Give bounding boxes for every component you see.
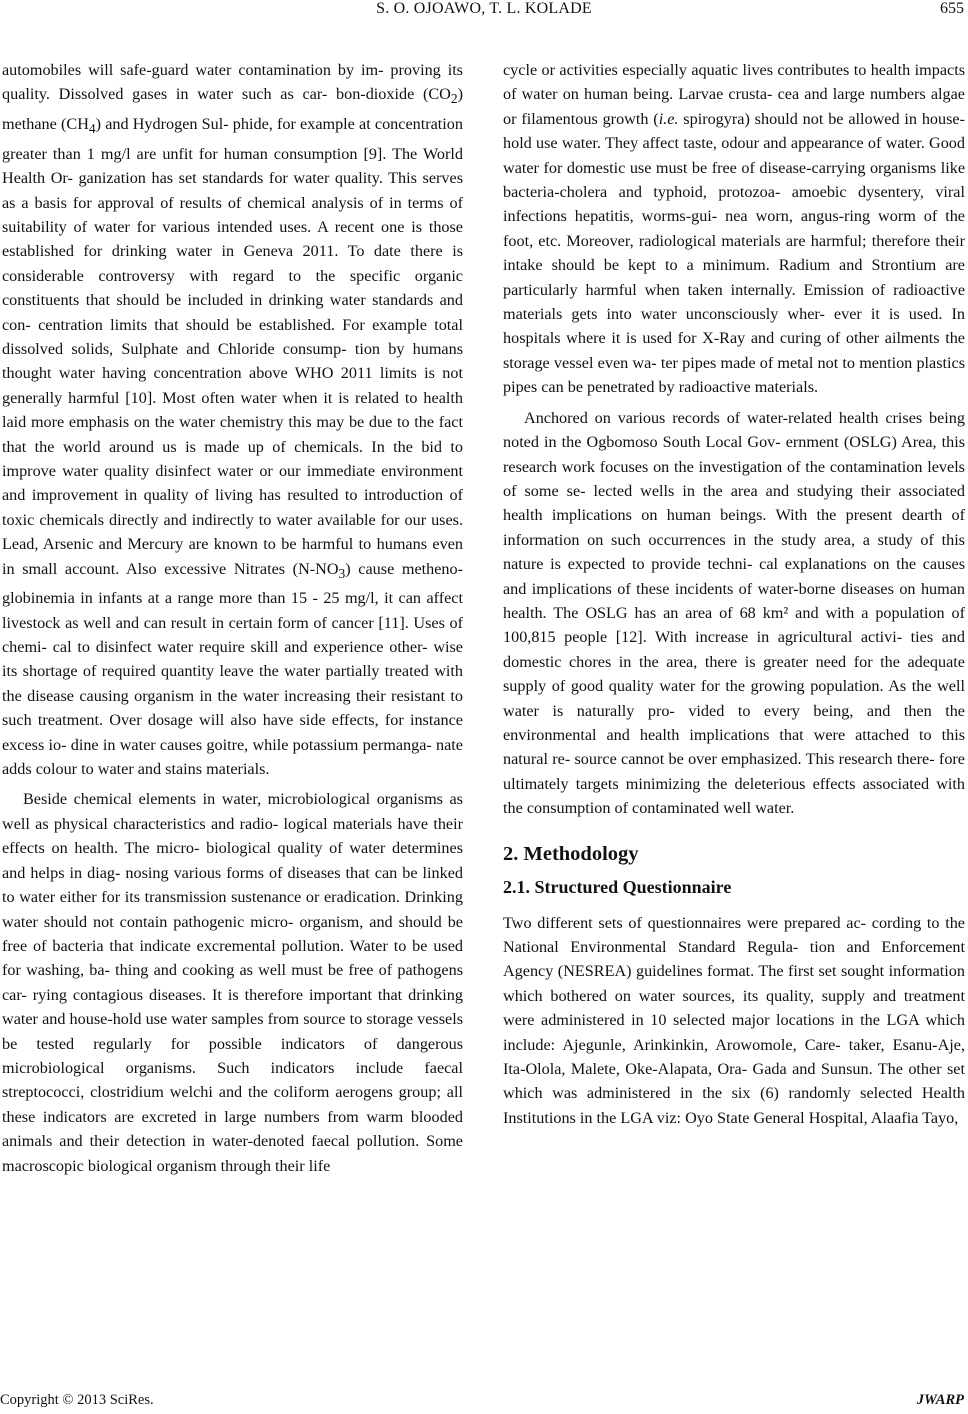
subscript: 4 [88,121,96,137]
body-paragraph: automobiles will safe-guard water contamination by im- proving its quality. Dissolved gases in water such as car- bon-dioxide $(CO_2)$ methane $(CH_4)$ and Hydrogen Sul- phide, for example at concentration greater than 1 mg/l are unfit for human consumption [9]. The World Health Or- ganization has set standards for water quality. This serves as a basis for approval of results of chemical analysis of in terms of suitability of water for various intended uses. A recent one is those established for drinking water in Geneva 2011. To date there is considerable controversy with regard to the specific organic constituents that should be included in drinking water standards and con- centration limits that should be established. For example total dissolved solids, Sulphate and Chloride consump- tion by humans thought water having concentration above WHO 2011 limits is not generally harmful [10]. Most often water when it is related to health laid more emphasis on the water chemistry this may be due to the fact that the world around us is made up of chemicals. In the bid to improve water quality disinfect water or our immediate environment and improvement in quality of living has resulted to introduction of toxic chemicals directly and indirectly to water available for our uses. Lead, Arsenic and Mercury are known to be harmful to humans even in small account. Also excessive Nitrates $(N-NO_3)$ cause metheno-globinemia in infants at a range more than 15 - 25 mg/l, it can affect livestock as well and can result in certain form of cancer [11]. Uses of chemi- cal to disinfect water require skill and experience other- wise its shortage of required quantity leave the water partially treated with the disease causing organism in the water increasing their resistant to such treatment. Over dosage will also have side effects, for instance excess io- dine in water causes goitre, while potassium permanga- nate adds colour to water and stains materials. [2,61,463,779]
page-header [0,0,968,24]
body-paragraph: cycle or activities especially aquatic lives contributes to health impacts of water on human being. Larvae crusta- cea and large numbers algae or filamentous growth (i.e. spirogyra) should not be allowed in house-hold use water. They affect taste, odour and appearance of water. Good water for domestic use must be free of disease-carrying organisms like bacteria-cholera and typhoid, protozoa- amoebic dysentery, viral infections hepatitis, worms-gui- nea worn, angus-ring worm of the foot, etc. Moreover, radiological materials are harmful; therefore their intake should be kept to a minimum. Radium and Strontium are particularly harmful when taken internally. Emission of radioactive materials gets into water unconsciously wher- ever it is used. In hospitals where it is used for X-Ray and curing of other ailments the storage vessel even wa- ter pipes made of metal not to mention plastics pipes can be penetrated by radioactive materials. [503,61,965,397]
italic-abbrev: i.e. [658,109,679,128]
subsection-heading: 2.1. Structured Questionnaire [503,876,732,897]
page-number: 655 [940,0,964,17]
subscript: 3 [338,565,346,581]
body-paragraph: Anchored on various records of water-related health crises being noted in the Ogbomoso South Local Gov- ernment (OSLG) Area, this research work focuses on the investigation of the contamination levels of some se- lected wells in the area and studying their associated health implications on human beings. With the present dearth of information on such occurrences in the study area, a study of this nature is expected to provide techni- cal explanations on the causes and implications of these incidents of water-borne diseases on human health. The OSLG has an area of 68 km² and with a population of 100,815 people [12]. With increase in agricultural activi- ties and domestic chores in the area, there is greater need for the adequate supply of good quality water for the growing population. As the well water is naturally pro- vided to every being, and then the environmental and health implications that were attached to this natural re- source cannot be over emphasized. This research there- fore ultimately targets minimizing the deleterious effects associated with the consumption of contaminated well water. [503,408,965,818]
body-paragraph: Beside chemical elements in water, microbiological organisms as well as physical characteristics and radio- logical materials have their effects on health. The micro- biological quality of water determines and helps in diag- nosing various forms of diseases that can be linked to water either for its transmission sustenance or eradication. Drinking water should not contain pathogenic micro- organism, and should be free of bacteria that indicate excremental pollution. Water to be used for washing, ba- thing and cooking as well must be free of pathogens car- rying contagious diseases. It is therefore important that drinking water and house-hold use water samples from source to storage vessels be tested regularly for possible indicators of dangerous microbiological organisms. Such indicators include faecal streptococci, clostridium welchi and the coliform aerogens group; all these indicators are excreted in large numbers from warm blooded animals and their detection in water-denoted faecal pollution. Some macroscopic biological organism through their life [2,790,463,1175]
journal-abbrev: JWARP [916,1392,964,1408]
left-column [2,58,463,1178]
copyright-notice: Copyright © 2013 SciRes. [0,1392,154,1408]
running-head-authors: S. O. OJOAWO, T. L. KOLADE [376,0,592,17]
body-paragraph: Two different sets of questionnaires were prepared ac- cording to the National Environmental Standard Regula- tion and Enforcement Agency (NESREA) guidelines format. The first set sought information which bothered on water sources, its quality, supply and treatment were administered in 10 selected major locations in the LGA which include: Ajegunle, Arinkinkin, Arowomole, Care- taker, Esanu-Aje, Ita-Olola, Malete, Oke-Alapata, Ora- Gada and Sunsun. The other set which was administered in the six (6) randomly selected Health Institutions in the LGA viz: Oyo State General Hospital, Alaafia Tayo, [503,913,965,1127]
section-heading: 2. Methodology [503,842,639,865]
right-column [503,58,965,1130]
subscript: 2 [450,91,458,107]
